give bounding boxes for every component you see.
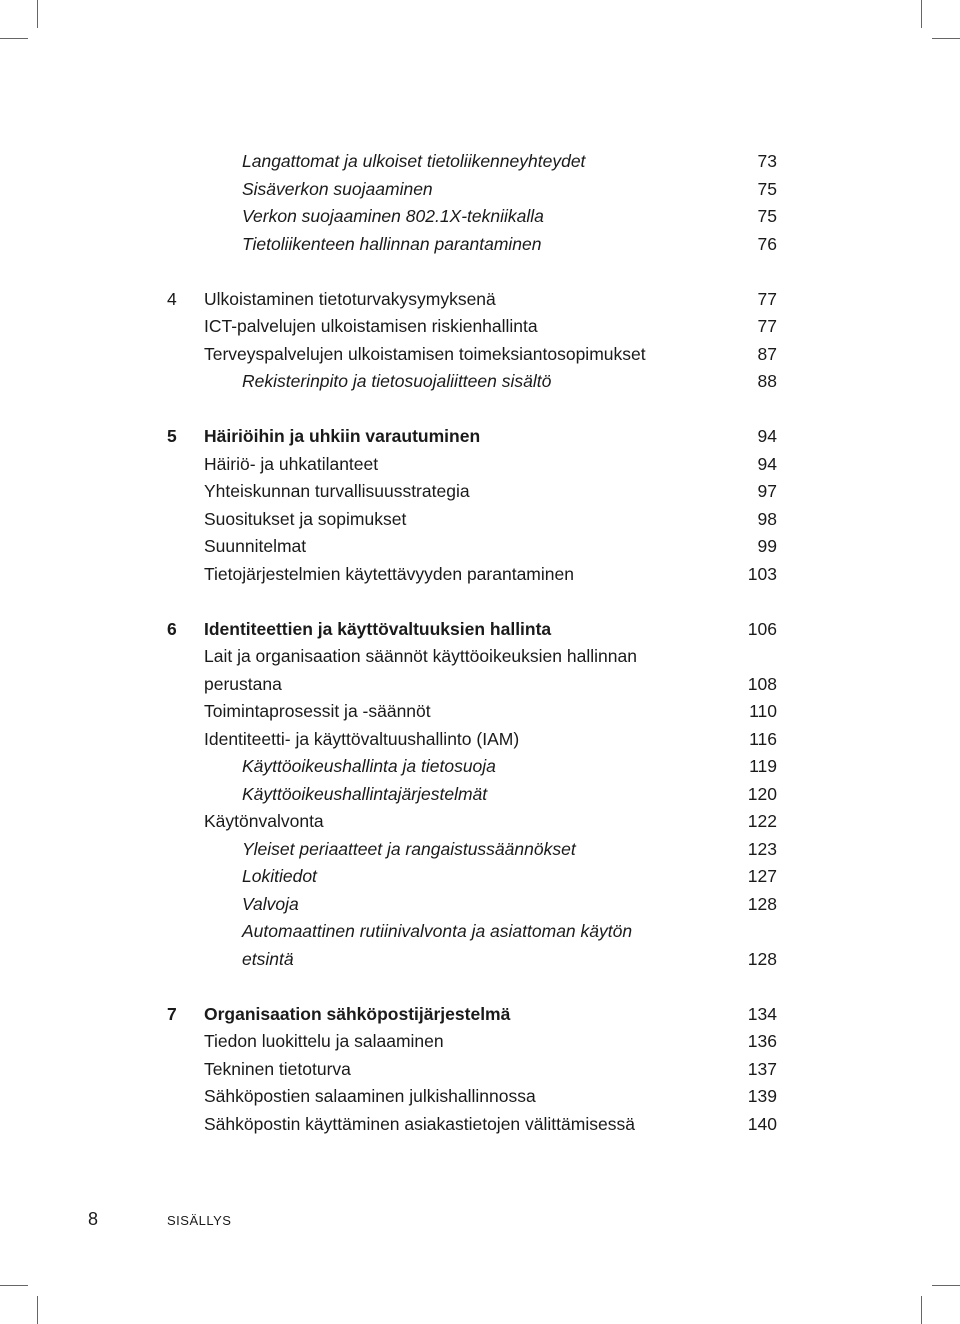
entry-title: Lait ja organisaation säännöt käyttöoikeuksien hallinnan [204,646,637,666]
entry-title: Lokitiedot [242,866,317,886]
entry-title: Sähköpostien salaaminen julkishallinnossa [204,1086,536,1106]
entry-page-number: 139 [747,1086,777,1106]
toc-entry[interactable] [167,836,777,864]
entry-page-number: 88 [757,371,777,391]
entry-title: Rekisterinpito ja tietosuojaliitteen sisältö [242,371,552,391]
entry-page-number: 106 [747,618,777,639]
toc-entry[interactable] [167,286,777,314]
entry-page-number: 116 [749,728,777,749]
toc-entry[interactable] [167,533,777,561]
toc-entry[interactable] [167,1111,777,1139]
toc-entry[interactable] [167,368,777,396]
entry-title: Valvoja [242,893,299,914]
entry-page-number: 103 [747,563,777,584]
toc-chapter [167,148,777,258]
toc-entry[interactable] [167,478,777,506]
entry-page-number: 76 [757,233,777,254]
entry-title: Tietoliikenteen hallinnan parantaminen [242,233,542,254]
entry-title: Tekninen tietoturva [204,1058,351,1079]
entry-page-number: 128 [747,893,777,914]
section-label: SISÄLLYS [167,1213,232,1228]
entry-title: Käyttöoikeushallinta ja tietosuoja [242,756,496,776]
toc-entry[interactable] [167,203,777,231]
chapter-number: 7 [167,1003,177,1024]
toc-entry[interactable] [167,946,777,974]
entry-page-number: 136 [747,1031,777,1051]
entry-page-number: 137 [747,1058,777,1079]
entry-page-number: 110 [749,701,777,721]
page-footer [88,1209,231,1230]
chapter-number: 6 [167,618,177,639]
entry-title: Käytönvalvonta [204,811,324,831]
entry-title: Suunnitelmat [204,536,307,556]
entry-page-number: 108 [747,673,777,694]
entry-title: Sisäverkon suojaaminen [242,178,433,199]
entry-title: Tiedon luokittelu ja salaaminen [204,1031,444,1051]
toc-entry[interactable] [167,698,777,726]
entry-page-number: 73 [757,151,777,171]
entry-page-number: 87 [757,343,777,364]
toc-entry[interactable] [167,561,777,589]
entry-page-number: 120 [747,783,777,804]
entry-page-number: 94 [757,453,777,474]
entry-title: Automaattinen rutiinivalvonta ja asiattoman käytön [242,921,633,941]
entry-page-number: 98 [757,508,777,529]
entry-title: Käyttöoikeushallintajärjestelmät [242,783,488,804]
toc-entry[interactable] [167,1001,777,1029]
toc-entry[interactable] [167,506,777,534]
toc-chapter [167,1001,777,1139]
entry-page-number: 77 [757,316,777,336]
entry-page-number: 128 [747,948,777,969]
toc-entry[interactable] [167,423,777,451]
entry-title: Identiteetti- ja käyttövaltuushallinto (IAM) [204,728,520,749]
toc-chapter [167,616,777,974]
toc-entry[interactable] [167,753,777,781]
toc-entry[interactable] [167,1083,777,1111]
table-of-contents [167,148,777,1166]
crop-mark [932,38,960,39]
toc-entry[interactable] [167,1028,777,1056]
crop-mark [921,0,922,28]
toc-entry[interactable] [167,341,777,369]
toc-entry[interactable] [167,726,777,754]
toc-entry[interactable] [167,891,777,919]
entry-page-number: 134 [747,1003,777,1024]
toc-entry[interactable] [167,643,777,671]
entry-page-number: 75 [757,178,777,199]
toc-entry[interactable] [167,313,777,341]
crop-mark [0,38,28,39]
chapter-number: 5 [167,426,177,446]
entry-title: Suositukset ja sopimukset [204,508,407,529]
entry-page-number: 75 [757,206,777,226]
entry-title: Yhteiskunnan turvallisuusstrategia [204,481,470,501]
entry-page-number: 77 [757,288,777,309]
toc-entry[interactable] [167,451,777,479]
crop-mark [932,1285,960,1286]
toc-entry[interactable] [167,863,777,891]
toc-chapter [167,286,777,396]
toc-entry[interactable] [167,176,777,204]
entry-title: Organisaation sähköpostijärjestelmä [204,1003,511,1024]
entry-page-number: 122 [747,811,777,831]
toc-entry[interactable] [167,671,777,699]
entry-title: etsintä [242,948,294,969]
toc-chapter [167,423,777,588]
crop-mark [921,1296,922,1324]
entry-title: perustana [204,673,282,694]
toc-entry[interactable] [167,808,777,836]
toc-entry[interactable] [167,1056,777,1084]
toc-entry[interactable] [167,231,777,259]
crop-mark [37,1296,38,1324]
entry-title: ICT-palvelujen ulkoistamisen riskienhallinta [204,316,538,336]
entry-title: Identiteettien ja käyttövaltuuksien hallinta [204,618,552,639]
page-number: 8 [88,1209,99,1229]
toc-entry[interactable] [167,616,777,644]
toc-entry[interactable] [167,148,777,176]
toc-entry[interactable] [167,781,777,809]
entry-title: Tietojärjestelmien käytettävyyden parantaminen [204,563,574,584]
entry-page-number: 94 [757,426,777,446]
entry-title: Langattomat ja ulkoiset tietoliikenneyhteydet [242,151,586,171]
entry-title: Verkon suojaaminen 802.1X-tekniikalla [242,206,544,226]
entry-page-number: 99 [757,536,777,556]
entry-title: Toimintaprosessit ja -säännöt [204,701,431,721]
toc-entry[interactable] [167,918,777,946]
entry-title: Yleiset periaatteet ja rangaistussäännökset [242,838,576,859]
entry-title: Ulkoistaminen tietoturvakysymyksenä [204,288,496,309]
entry-title: Häiriö- ja uhkatilanteet [204,453,379,474]
entry-title: Sähköpostin käyttäminen asiakastietojen välittämisessä [204,1113,635,1134]
entry-page-number: 140 [747,1113,777,1134]
chapter-number: 4 [167,288,177,309]
entry-page-number: 119 [749,756,777,776]
crop-mark [0,1285,28,1286]
entry-page-number: 127 [747,866,777,886]
crop-mark [37,0,38,28]
entry-page-number: 97 [757,481,777,501]
entry-title: Häiriöihin ja uhkiin varautuminen [204,426,481,446]
entry-title: Terveyspalvelujen ulkoistamisen toimeksiantosopimukset [204,343,646,364]
entry-page-number: 123 [747,838,777,859]
